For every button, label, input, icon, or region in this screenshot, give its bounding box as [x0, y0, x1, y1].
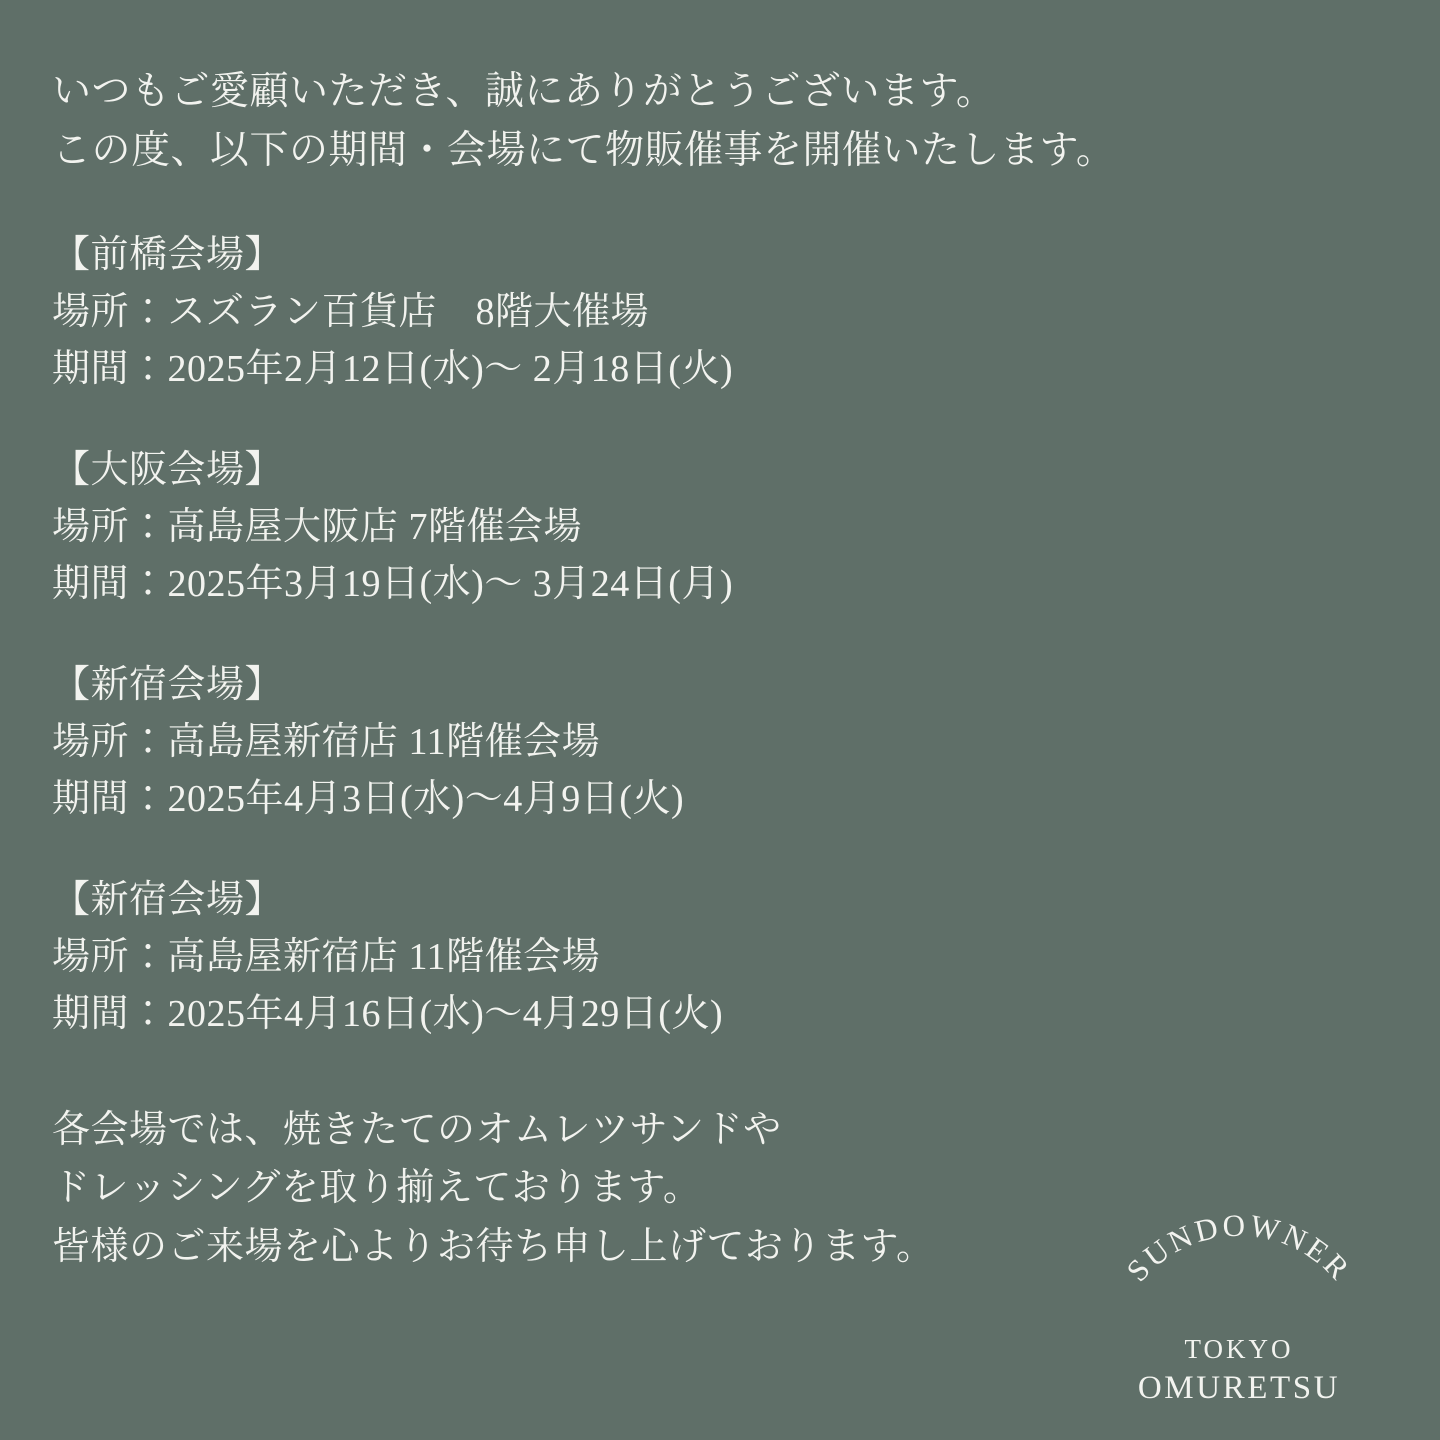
venue-block-shinjuku-april-second [52, 872, 1384, 1043]
closing-line-1: 各会場では、焼きたてのオムレツサンドや [52, 1108, 782, 1151]
venue-title: 【大阪会場】 [52, 448, 284, 491]
logo-middle-text: TOKYO [1184, 1334, 1294, 1364]
intro-line-1: いつもご愛顧いただき、誠にありがとうございます。 [52, 70, 996, 113]
closing-line-3: 皆様のご来場を心よりお待ち申し上げております。 [52, 1225, 935, 1268]
venue-place: 場所：高島屋新宿店 11階催会場 [52, 935, 601, 978]
brand-logo [1096, 1150, 1382, 1402]
logo-arc-text: SUNDOWNER [1119, 1207, 1359, 1289]
venue-block-osaka [52, 442, 1384, 613]
venue-block-shinjuku-april-first [52, 657, 1384, 828]
venue-title: 【新宿会場】 [52, 663, 284, 706]
venue-place: 場所：高島屋大阪店 7階催会場 [52, 505, 583, 548]
venue-period: 期間：2025年2月12日(水)〜 2月18日(火) [52, 347, 734, 390]
venue-period: 期間：2025年4月16日(水)〜4月29日(火) [52, 992, 724, 1035]
venue-period: 期間：2025年3月19日(水)〜 3月24日(月) [52, 562, 734, 605]
venue-period: 期間：2025年4月3日(水)〜4月9日(火) [52, 777, 685, 820]
venue-place: 場所：高島屋新宿店 11階催会場 [52, 720, 601, 763]
venue-place: 場所：スズラン百貨店 8階大催場 [52, 290, 650, 333]
intro-paragraph [52, 62, 1384, 181]
logo-bottom-text: OMURETSU [1137, 1370, 1341, 1402]
venue-block-maebashi [52, 227, 1384, 398]
venue-title: 【新宿会場】 [52, 878, 284, 921]
venue-title: 【前橋会場】 [52, 233, 284, 276]
venue-list [52, 227, 1384, 1043]
intro-line-2: この度、以下の期間・会場にて物販催事を開催いたします。 [52, 129, 1116, 173]
closing-line-2: ドレッシングを取り揃えております。 [52, 1167, 702, 1210]
